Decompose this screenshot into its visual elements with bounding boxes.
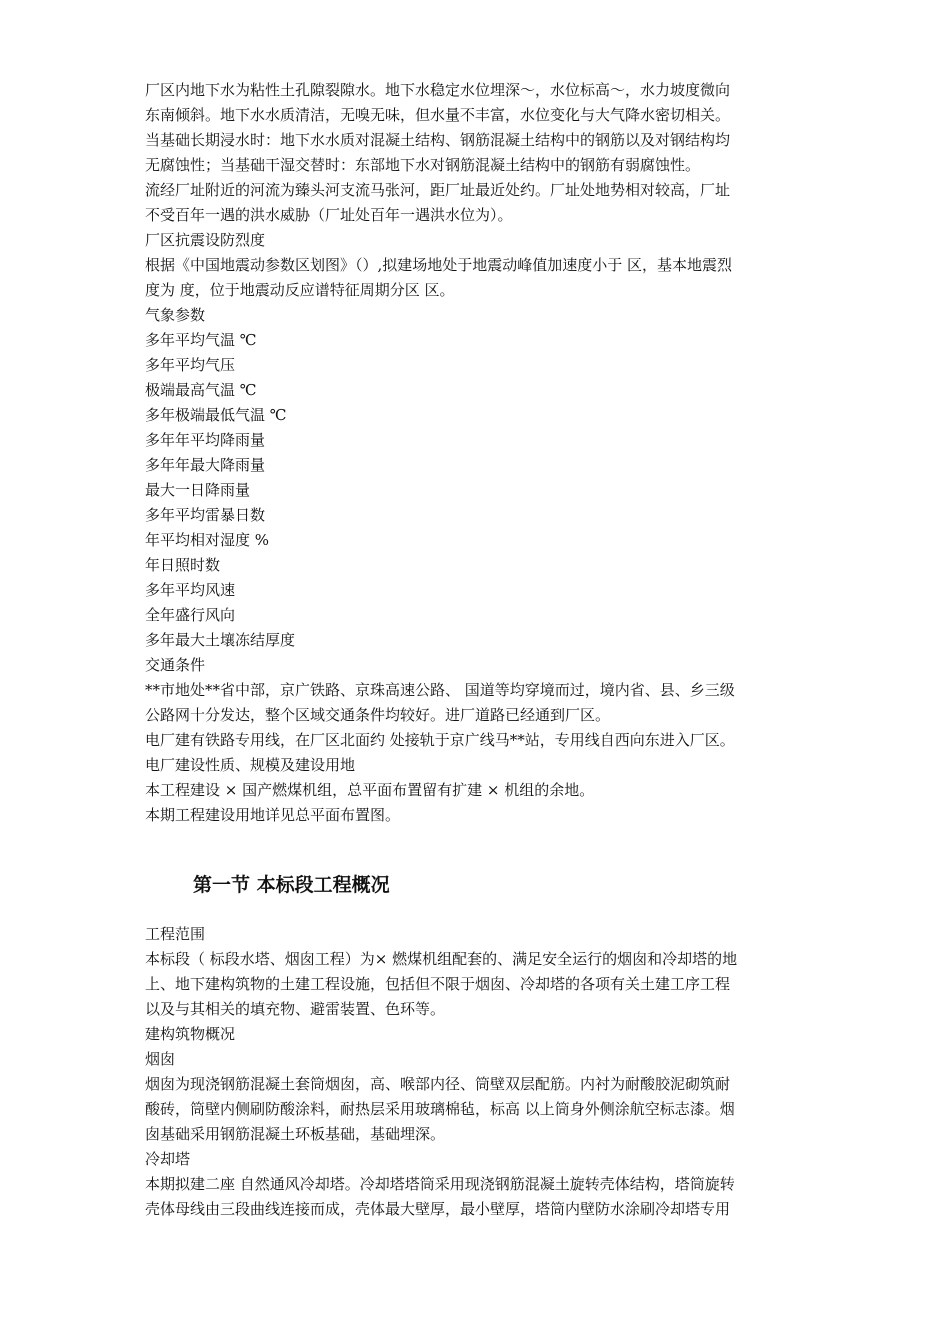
paragraph-line: 以及与其相关的填充物、避雷装置、色环等。 [145,1000,446,1018]
paragraph-line: 无腐蚀性；当基础干湿交替时：东部地下水对钢筋混凝土结构中的钢筋有弱腐蚀性。 [145,156,701,174]
paragraph-line: 壳体母线由三段曲线连接而成，壳体最大壁厚，最小壁厚，塔筒内壁防水涂刷冷却塔专用 [145,1200,731,1218]
subsection-heading: 厂区抗震设防烈度 [145,231,266,249]
paragraph-line: 公路网十分发达，整个区域交通条件均较好。进厂道路已经通到厂区。 [145,706,611,724]
paragraph-line: 上、地下建构筑物的土建工程设施，包括但不限于烟囱、冷却塔的各项有关土建工序工程 [145,975,731,993]
list-item: 多年极端最低气温 ℃ [145,406,287,424]
subsection-heading: 工程范围 [145,925,206,943]
list-item: 年平均相对湿度 % [145,531,270,549]
list-item: 多年平均雷暴日数 [145,506,266,524]
paragraph-line: 度为 度，位于地震动反应谱特征周期分区 区。 [145,281,455,299]
paragraph-line: 本工程建设 × 国产燃煤机组，总平面布置留有扩建 × 机组的余地。 [145,781,595,799]
list-item: 多年年平均降雨量 [145,431,266,449]
list-item: 多年年最大降雨量 [145,456,266,474]
paragraph-line: 本期工程建设用地详见总平面布置图。 [145,806,401,824]
list-item: 多年平均气压 [145,356,236,374]
subsection-heading: 建构筑物概况 [145,1025,236,1043]
paragraph-line: **市地处**省中部，京广铁路、京珠高速公路、 国道等均穿境而过，境内省、县、乡三级 [145,681,735,699]
paragraph-line: 根据《中国地震动参数区划图》（）,拟建场地处于地震动峰值加速度小于 区，基本地震烈 [145,256,733,274]
paragraph-line: 酸砖，筒壁内侧刷防酸涂料，耐热层采用玻璃棉毡，标高 以上筒身外侧涂航空标志漆。烟 [145,1100,735,1118]
list-item: 全年盛行风向 [145,606,236,624]
paragraph-line: 本标段（ 标段水塔、烟囱工程）为× 燃煤机组配套的、满足安全运行的烟囱和冷却塔的地 [145,950,738,968]
paragraph-line: 电厂建有铁路专用线，在厂区北面约 处接轨于京广线马**站，专用线自西向东进入厂区。 [145,731,735,749]
paragraph-line: 本期拟建二座 自然通风冷却塔。冷却塔塔筒采用现浇钢筋混凝土旋转壳体结构，塔筒旋转 [145,1175,735,1193]
list-item: 多年平均风速 [145,581,236,599]
list-item: 极端最高气温 ℃ [145,381,257,399]
paragraph-line: 不受百年一遇的洪水威胁（厂址处百年一遇洪水位为）。 [145,206,513,224]
paragraph-line: 厂区内地下水为粘性土孔隙裂隙水。地下水稳定水位埋深～，水位标高～，水力坡度微向 [145,81,731,99]
subsection-heading: 冷却塔 [145,1150,191,1168]
paragraph-line: 流经厂址附近的河流为臻头河支流马张河，距厂址最近处约。厂址处地势相对较高，厂址 [145,181,731,199]
list-item: 多年最大土壤冻结厚度 [145,631,296,649]
paragraph-line: 烟囱为现浇钢筋混凝土套筒烟囱，高、喉部内径、筒壁双层配筋。内衬为耐酸胶泥砌筑耐 [145,1075,731,1093]
paragraph-line: 东南倾斜。地下水水质清洁，无嗅无味，但水量不丰富，水位变化与大气降水密切相关。 [145,106,731,124]
subsection-heading: 烟囱 [145,1050,176,1068]
subsection-heading: 交通条件 [145,656,206,674]
section-heading: 第一节 本标段工程概况 [193,874,390,896]
paragraph-line: 当基础长期浸水时：地下水水质对混凝土结构、钢筋混凝土结构中的钢筋以及对钢结构均 [145,131,731,149]
list-item: 多年平均气温 ℃ [145,331,257,349]
subsection-heading: 电厂建设性质、规模及建设用地 [145,756,356,774]
paragraph-line: 囱基础采用钢筋混凝土环板基础，基础埋深。 [145,1125,446,1143]
subsection-heading: 气象参数 [145,306,206,324]
list-item: 年日照时数 [145,556,221,574]
list-item: 最大一日降雨量 [145,481,251,499]
